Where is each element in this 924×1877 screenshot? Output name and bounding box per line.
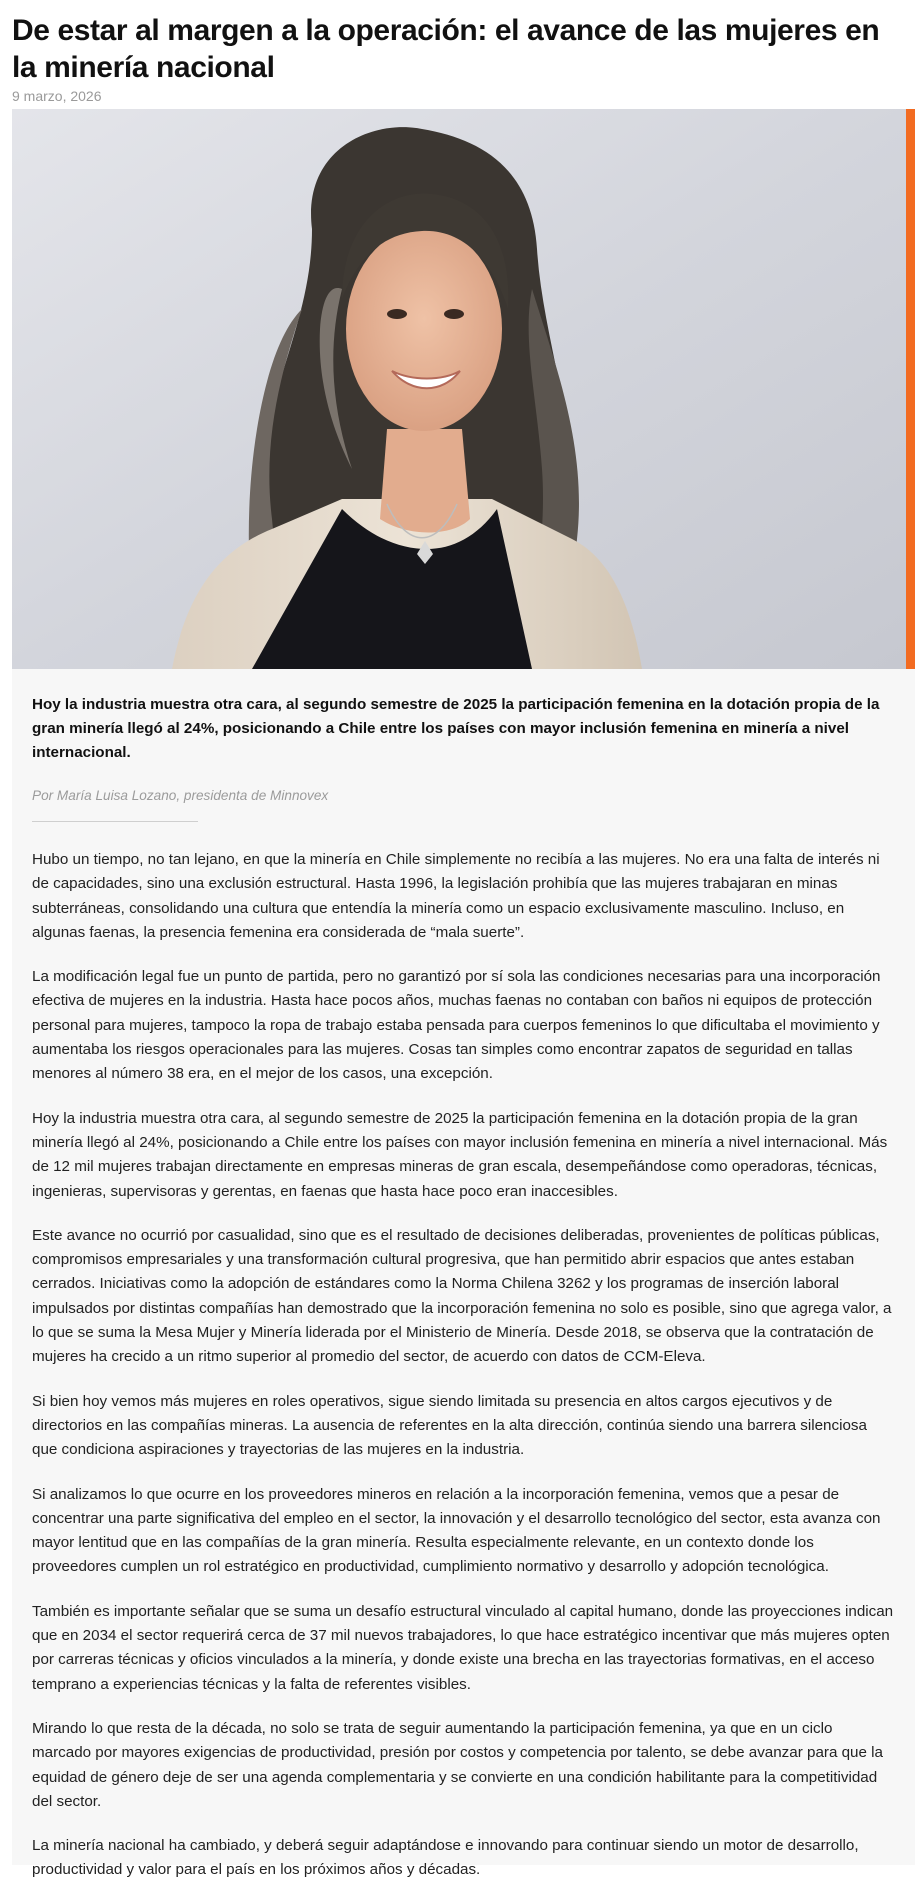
- paragraph: Este avance no ocurrió por casualidad, sino que es el resultado de decisiones deliberadas, provenientes de políticas públicas, compromisos empresariales y una transformación cultural progresiva, que han permitido abrir espacios que antes estaban cerrados. Iniciativas como la adopción de estándares como la Norma Chilena 3262 y los programas de inserción laboral impulsados por distintas compañías han demostrado que la incorporación femenina no solo es posible, sino que agrega valor, a lo que se suma la Mesa Mujer y Minería liderada por el Ministerio de Minería. Desde 2018, se observa que la contratación de mujeres ha crecido a un ritmo superior al promedio del sector, de acuerdo con datos de CCM-Eleva.: [32, 1226, 892, 1366]
- article-byline: Por María Luisa Lozano, presidenta de Minnovex: [32, 788, 329, 803]
- paragraph: Si analizamos lo que ocurre en los proveedores mineros en relación a la incorporación femenina, vemos que a pesar de concentrar una parte significativa del empleo en el sector, la innovación y el desarrollo tecnológico del sector, esta avanza con mayor lentitud que en las compañías de la gran minería. Resulta especialmente relevante, en un contexto donde los proveedores cumplen un rol estratégico en productividad, cumplimiento normativo y desarrollo y adopción tecnológica.: [32, 1485, 881, 1576]
- paragraph: La minería nacional ha cambiado, y deberá seguir adaptándose e innovando para continuar siendo un motor de desarrollo, productividad y valor para el país en los próximos años y décadas.: [32, 1837, 859, 1877]
- paragraph: Hubo un tiempo, no tan lejano, en que la minería en Chile simplemente no recibía a las mujeres. No era una falta de interés ni de capacidades, sino una exclusión estructural. Hasta 1996, la legislación prohibía que las mujeres trabajaran en minas subterráneas, consolidando una cultura que entendía la minería como un espacio exclusivamente masculino. Incluso, en algunas faenas, la presencia femenina era considerada de “mala suerte”.: [32, 851, 880, 941]
- paragraph: Hoy la industria muestra otra cara, al segundo semestre de 2025 la participación femenina en la dotación propia de la gran minería llegó al 24%, posicionando a Chile entre los países con mayor inclusión femenina en minería a nivel internacional. Más de 12 mil mujeres trabajan directamente en empresas mineras de gran escala, desempeñándose como operadoras, técnicas, ingenieras, supervisoras y gerentas, en faenas que hasta hace poco eran inaccesibles.: [32, 1109, 888, 1200]
- byline-divider: [32, 821, 198, 822]
- paragraph: También es importante señalar que se suma un desafío estructural vinculado al capital humano, donde las proyecciones indican que en 2034 el sector requerirá cerca de 37 mil nuevos trabajadores, lo que hace estratégico incentivar que más mujeres opten por carreras técnicas y oficios vinculados a la minería, y donde existe una brecha en las trayectorias formativas, en el acceso temprano a experiencias técnicas y la falta de referentes visibles.: [32, 1602, 894, 1693]
- paragraph: Mirando lo que resta de la década, no solo se trata de seguir aumentando la participación femenina, ya que en un ciclo marcado por mayores exigencias de productividad, presión por costos y competencia por talento, se debe avanzar para que la equidad de género deje de ser una agenda complementaria y se convierte en una condición habilitante para la competitividad del sector.: [32, 1719, 883, 1810]
- article-title: De estar al margen a la operación: el avance de las mujeres en la minería nacional: [12, 14, 880, 84]
- accent-bar: [906, 109, 915, 669]
- article-lead: Hoy la industria muestra otra cara, al segundo semestre de 2025 la participación femenina en la dotación propia de la gran minería llegó al 24%, posicionando a Chile entre los países con mayor inclusión femenina en minería a nivel internacional.: [32, 696, 880, 761]
- article-date: 9 marzo, 2026: [12, 88, 102, 104]
- paragraph: La modificación legal fue un punto de partida, pero no garantizó por sí sola las condiciones necesarias para una incorporación efectiva de mujeres en la industria. Hasta hace pocos años, muchas faenas no contaban con baños ni equipos de protección personal para mujeres, tampoco la ropa de trabajo estaba pensada para cuerpos femeninos lo que dificultaba el movimiento y aumentaba los riesgos operacionales para las mujeres. Cosas tan simples como encontrar zapatos de seguridad en tallas menores al número 38 era, en el mejor de los casos, una excepción.: [32, 968, 881, 1083]
- article-photo: [12, 109, 915, 669]
- article-body: [12, 669, 915, 1877]
- paragraph: Si bien hoy vemos más mujeres en roles operativos, sigue siendo limitada su presencia en altos cargos ejecutivos y de directorios en las compañías mineras. La ausencia de referentes en la alta dirección, continúa siendo una barrera silenciosa que condiciona aspiraciones y trayectorias de las mujeres en la industria.: [32, 1392, 867, 1459]
